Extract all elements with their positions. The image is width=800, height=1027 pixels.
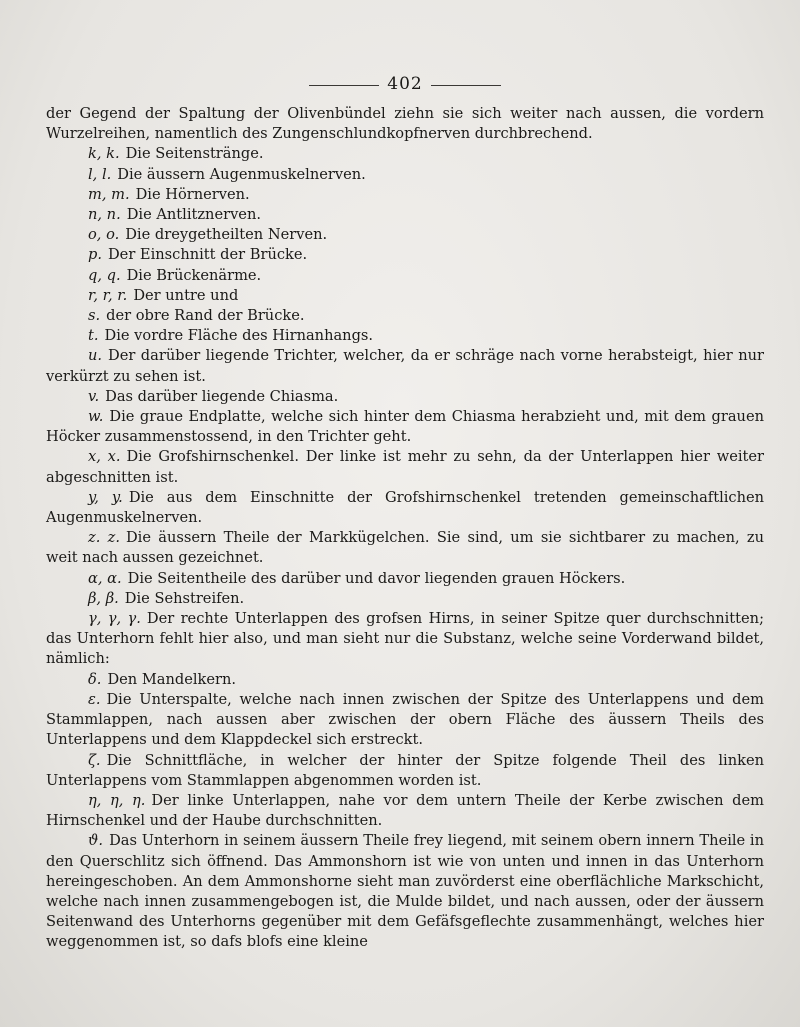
- entry-text: der Gegend der Spaltung der Olivenbündel ziehn sie sich weiter nach aussen, die vordern Wurzelreihen, namentlich des Zungenschlundkopfnerven durchbrechend.: [46, 105, 764, 143]
- figure-legend-entry: [46, 670, 764, 690]
- figure-legend-entry: [46, 205, 764, 225]
- entry-text: Die graue Endplatte, welche sich hinter dem Chiasma herabzieht und, mit dem grauen Höcker zusammenstossend, in den Trichter geht.: [46, 408, 764, 446]
- figure-legend-entry: [46, 791, 764, 831]
- figure-legend-entry: [46, 346, 764, 386]
- entry-text: Der rechte Unterlappen des grofsen Hirns, in seiner Spitze quer durchschnitten; das Unterhorn fehlt hier also, und man sieht nur die Substanz, welche seine Vorderwand bildet, nämlich:: [46, 610, 764, 668]
- entry-label: ϑ.: [88, 832, 104, 850]
- page-number: 402: [387, 74, 423, 94]
- entry-text: Die Unterspalte, welche nach innen zwischen der Spitze des Unterlappens und dem Stammlappen, nach aussen aber zwischen der obern Fläche des äussern Theils des Unterlappens und dem Klappdeckel sich erstreckt.: [46, 690, 764, 749]
- entry-text: der obre Rand der Brücke.: [106, 307, 305, 325]
- entry-label: s.: [88, 307, 101, 325]
- entry-label: x, x.: [88, 448, 121, 466]
- entry-label: ε.: [88, 690, 101, 708]
- entry-text: Die aus dem Einschnitte der Grofshirnschenkel tretenden gemeinschaftlichen Augenmuskelnerven.: [46, 488, 765, 527]
- figure-legend-entry: [46, 447, 764, 487]
- entry-text: Die Grofshirnschenkel. Der linke ist mehr zu sehn, da der Unterlappen hier weiter abgeschnitten ist.: [46, 448, 764, 486]
- figure-legend-entry: [46, 185, 764, 205]
- entry-label: m, m.: [88, 185, 130, 203]
- entry-text: Das Unterhorn in seinem äussern Theile frey liegend, mit seinem obern innern Theile in den Querschlitz sich öffnend. Das Ammonshorn ist wie von unten und innen in das Unterhorn hereingeschoben. An dem Ammonshorne sieht man zuvörderst eine oberflächliche Markschicht, welche nach innen zusammengebogen ist, die Mulde bildet, und nach aussen, oder der äussern Seitenwand des Unterhorns gegenüber mit dem Gefäfsgeflechte zusammenhängt, welches hier weggenommen ist, so dafs blofs eine kleine: [46, 832, 764, 951]
- entry-text: Die Seitentheile des darüber und davor liegenden grauen Höckers.: [127, 569, 626, 587]
- entry-text: Die Brückenärme.: [126, 266, 262, 284]
- entry-text: Der darüber liegende Trichter, welcher, da er schräge nach vorne herabsteigt, hier nur verkürzt zu sehen ist.: [46, 347, 764, 385]
- entry-label: r, r, r.: [88, 286, 128, 304]
- figure-legend-entry: [46, 245, 764, 265]
- entry-text: Die dreygetheilten Nerven.: [125, 226, 328, 244]
- entry-label: q, q.: [88, 266, 121, 284]
- entry-text: Die äussern Augenmuskelnerven.: [117, 165, 366, 183]
- entry-label: α, α.: [88, 569, 122, 587]
- entry-text: Die Hörnerven.: [135, 185, 250, 203]
- entry-text: Der untre und: [133, 286, 239, 304]
- entry-text: Der Einschnitt der Brücke.: [107, 246, 308, 264]
- body-text: [46, 104, 764, 953]
- figure-legend-entry: [46, 266, 764, 286]
- entry-label: ζ.: [88, 751, 101, 769]
- entry-text: Das darüber liegende Chiasma.: [105, 387, 339, 405]
- entry-text: Die Schnittfläche, in welcher der hinter der Spitze folgende Theil des linken Unterlappens vom Stammlappen abgenommen worden ist.: [46, 751, 764, 789]
- figure-legend-entry: [46, 831, 764, 952]
- header-rule-right: [431, 85, 501, 86]
- figure-legend-entry: [46, 690, 764, 751]
- entry-text: Die äussern Theile der Markkügelchen. Sie sind, um sie sichtbarer zu machen, zu weit nach aussen gezeichnet.: [46, 529, 764, 567]
- figure-legend-entry: [46, 286, 764, 306]
- paragraph-continuation: [46, 104, 764, 144]
- entry-text: Die vordre Fläche des Hirnanhangs.: [104, 327, 374, 345]
- page-header: [46, 72, 764, 96]
- entry-label: u.: [88, 347, 103, 365]
- figure-legend-entry: [46, 326, 764, 346]
- entry-text: Die Seitenstränge.: [125, 145, 264, 163]
- entry-label: t.: [88, 327, 99, 345]
- figure-legend-entry: [46, 589, 764, 609]
- entry-label: k, k.: [88, 145, 120, 163]
- entry-label: η, η, η.: [88, 791, 146, 809]
- entry-text: Der linke Unterlappen, nahe vor dem untern Theile der Kerbe zwischen dem Hirnschenkel und der Haube durchschnitten.: [46, 791, 764, 830]
- entry-label: v.: [88, 387, 100, 405]
- entry-label: γ, γ, γ.: [88, 610, 141, 628]
- figure-legend-entry: [46, 387, 764, 407]
- entry-label: p.: [88, 246, 102, 264]
- entry-label: n, n.: [88, 206, 121, 224]
- entry-text: Den Mandelkern.: [107, 670, 236, 688]
- figure-legend-entry: [46, 165, 764, 185]
- entry-label: w.: [88, 408, 104, 426]
- entry-label: z. z.: [88, 529, 120, 547]
- figure-legend-entry: [46, 609, 764, 670]
- entry-label: y, y.: [88, 488, 123, 506]
- figure-legend-entry: [46, 144, 764, 164]
- figure-legend-entry: [46, 306, 764, 326]
- figure-legend-entry: [46, 751, 764, 791]
- figure-legend-entry: [46, 528, 764, 568]
- figure-legend-entry: [46, 569, 764, 589]
- entry-label: δ.: [88, 670, 102, 688]
- entry-text: Die Sehstreifen.: [124, 589, 245, 607]
- figure-legend-entry: [46, 488, 764, 528]
- figure-legend-entry: [46, 225, 764, 245]
- entry-label: o, o.: [88, 226, 120, 244]
- entry-text: Die Antlitznerven.: [126, 206, 261, 224]
- figure-legend-entry: [46, 407, 764, 447]
- entry-label: β, β.: [88, 589, 119, 607]
- entry-label: l, l.: [88, 165, 112, 183]
- header-rule-left: [309, 85, 379, 86]
